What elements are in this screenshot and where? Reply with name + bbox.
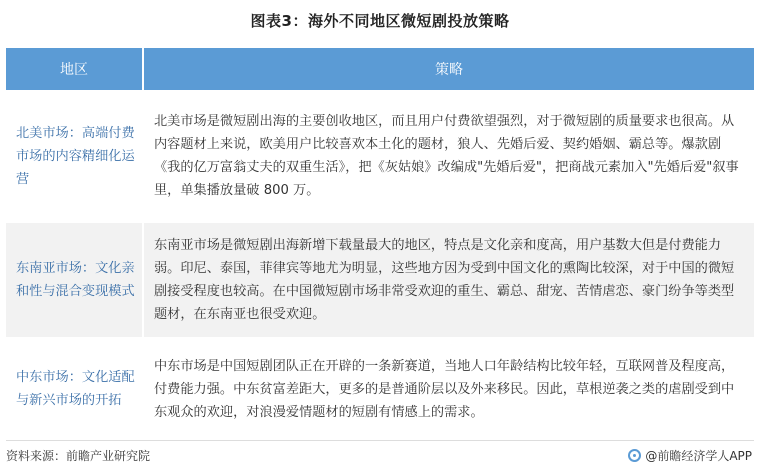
footer-divider [6,440,754,441]
strategy-cell: 中东市场是中国短剧团队正在开辟的一条新赛道，当地人口年龄结构比较年轻，互联网普及程度高，付费能力强。中东贫富差距大，更多的是普通阶层以及外来移民。因此，草根逆袭之类的虐剧受到中东观众的欢迎，对浪漫爱情题材的短剧有情感上的需求。 [143,338,754,441]
table-row [6,90,754,223]
region-cell: 东南亚市场：文化亲和性与混合变现模式 [6,223,143,338]
brand-text: @前瞻经济学人APP [645,449,752,463]
strategy-table [6,48,754,441]
header-region: 地区 [6,48,143,90]
table-row [6,338,754,441]
source-note: 资料来源：前瞻产业研究院 [6,449,151,463]
strategy-cell: 北美市场是微短剧出海的主要创收地区，而且用户付费欲望强烈，对于微短剧的质量要求也很高。从内容题材上来说，欧美用户比较喜欢本土化的题材，狼人、先婚后爱、契约婚姻、霸总等。爆款剧《我的亿万富翁丈夫的双重生活》，把《灰姑娘》改编成"先婚后爱"，把商战元素加入"先婚后爱"叙事里，单集播放量破 800 万。 [143,90,754,223]
strategy-cell: 东南亚市场是微短剧出海新增下载量最大的地区，特点是文化亲和度高，用户基数大但是付费能力弱。印尼、泰国，菲律宾等地尤为明显，这些地方因为受到中国文化的熏陶比较深，对于中国的微短剧接受程度也较高。在中国微短剧市场非常受欢迎的重生、霸总、甜宠、苦情虐恋、豪门纷争等类型题材，在东南亚也很受欢迎。 [143,223,754,338]
region-cell: 北美市场：高端付费市场的内容精细化运营 [6,90,143,223]
brand-credit [628,447,752,464]
header-strategy: 策略 [143,48,754,90]
table-header-row [6,48,754,90]
table-row [6,223,754,338]
region-cell: 中东市场：文化适配与新兴市场的开拓 [6,338,143,441]
qianzhan-logo-icon [628,449,641,462]
figure-title: 图表3：海外不同地区微短剧投放策略 [250,12,510,30]
